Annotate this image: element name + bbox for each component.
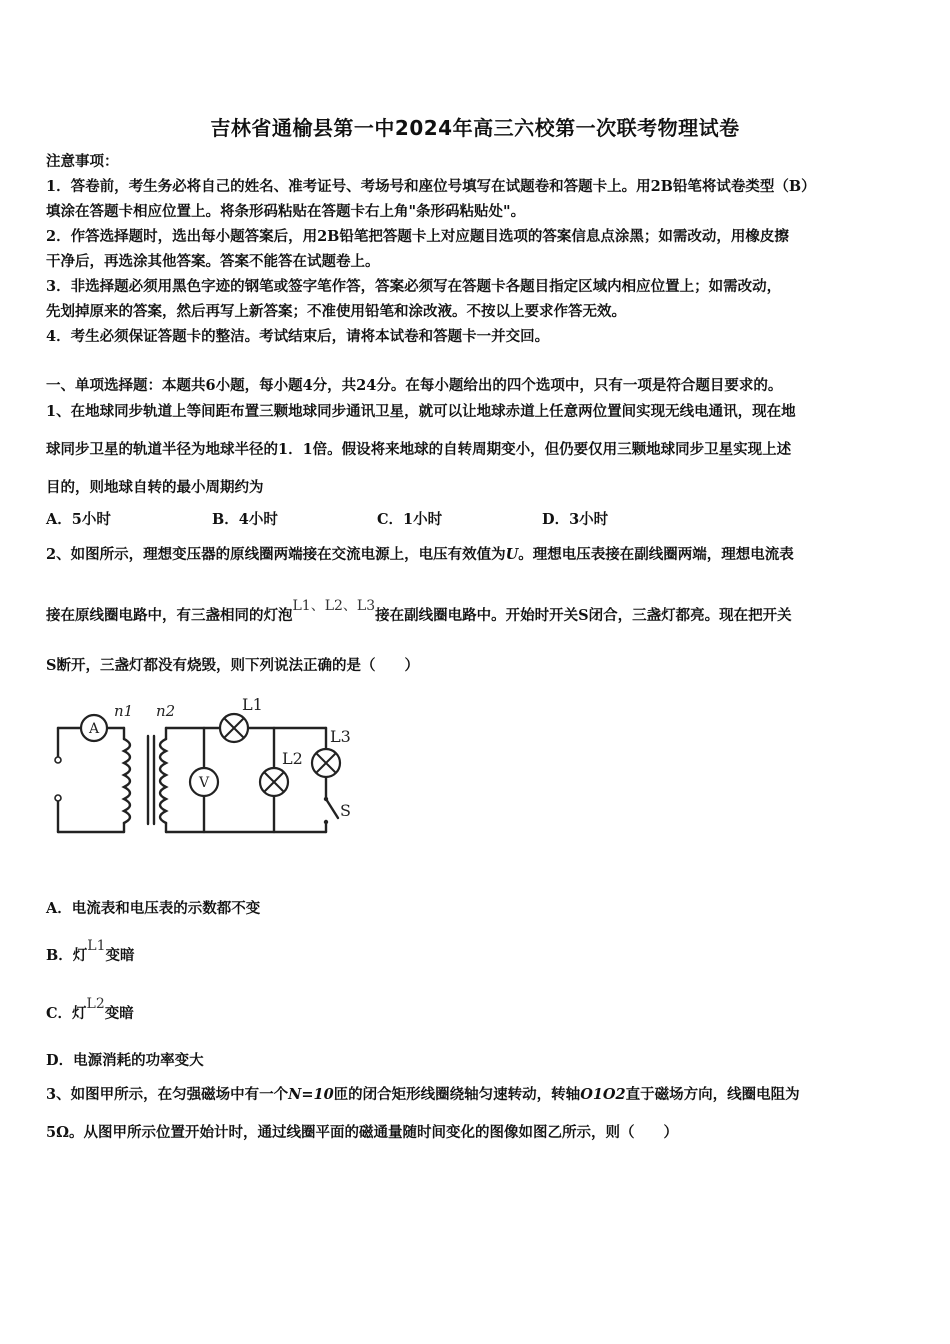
voltage-symbol: U — [505, 546, 519, 563]
q2-text-part: 接在原线圈电路中，有三盏相同的灯泡 — [46, 607, 293, 624]
q2-option-b — [46, 938, 135, 966]
notice-line: 4．考生必须保证答题卡的整洁。考试结束后，请将本试卷和答题卡一并交回。 — [46, 328, 550, 345]
notice-heading: 注意事项： — [46, 153, 119, 170]
circuit-diagram — [44, 694, 364, 844]
q2-option-c-prefix: C．灯 — [46, 1005, 87, 1022]
q2-option-d: D．电源消耗的功率变大 — [46, 1052, 204, 1069]
section-heading: 一、单项选择题：本题共6小题，每小题4分，共24分。在每小题给出的四个选项中，只有一项是符合题目要求的。 — [46, 377, 783, 394]
l2-label: L2 — [282, 749, 303, 768]
notice-line: 3．非选择题必须用黑色字迹的钢笔或签字笔作答，答案必须写在答题卡各题目指定区域内相应位置上；如需改动， — [46, 278, 782, 295]
notice-line: 填涂在答题卡相应位置上。将条形码粘贴在答题卡右上角"条形码粘贴处"。 — [46, 203, 526, 220]
turns-count: N=10 — [288, 1086, 334, 1103]
q2-option-b-suffix: 变暗 — [105, 947, 135, 964]
axis-symbol: O1O2 — [580, 1086, 626, 1103]
q2-option-c — [46, 996, 134, 1024]
q2-text-part: 接在副线圈电路中。开始时开关S闭合，三盏灯都亮。现在把开关 — [375, 607, 792, 624]
voltmeter-label: V — [198, 775, 210, 791]
q2-text — [46, 598, 792, 626]
q1-option-a: A．5小时 — [46, 511, 111, 528]
q2-option-c-suffix: 变暗 — [104, 1005, 134, 1022]
l1-label: L1 — [242, 695, 263, 714]
q1-option-b: B．4小时 — [212, 511, 278, 528]
notice-line: 先划掉原来的答案，然后再写上新答案；不准使用铅笔和涂改液。不按以上要求作答无效。 — [46, 303, 626, 320]
q3-text-part: 3、如图甲所示，在匀强磁场中有一个 — [46, 1086, 289, 1103]
lamp-symbol: L1 — [87, 938, 106, 954]
q1-option-d: D．3小时 — [542, 511, 609, 528]
notice-line: 干净后，再选涂其他答案。答案不能答在试题卷上。 — [46, 253, 380, 270]
q1-option-c: C．1小时 — [377, 511, 443, 528]
n2-label: n2 — [156, 702, 176, 720]
switch-label: S — [340, 801, 351, 820]
q2-text-part: 。理想电压表接在副线圈两端，理想电流表 — [518, 546, 794, 563]
ammeter-label: A — [88, 721, 100, 737]
q2-option-a: A．电流表和电压表的示数都不变 — [46, 900, 261, 917]
notice-line: 2．作答选择题时，选出每小题答案后，用2B铅笔把答题卡上对应题目选项的答案信息点涂黑；如需改动，用橡皮擦 — [46, 228, 789, 245]
q3-text-part: 匝的闭合矩形线圈绕轴匀速转动，转轴 — [333, 1086, 581, 1103]
q2-text — [46, 545, 794, 565]
lamp-symbol: L2 — [86, 996, 105, 1012]
q2-option-b-prefix: B．灯 — [46, 947, 88, 964]
n1-label: n1 — [114, 702, 134, 720]
l3-label: L3 — [330, 727, 351, 746]
q2-text: S断开，三盏灯都没有烧毁，则下列说法正确的是（ ） — [46, 657, 419, 674]
notice-line: 1．答卷前，考生务必将自己的姓名、准考证号、考场号和座位号填写在试题卷和答题卡上。用2B铅笔将试卷类型（B） — [46, 178, 816, 195]
page-title: 吉林省通榆县第一中2024年高三六校第一次联考物理试卷 — [210, 116, 740, 140]
q3-text: 5Ω。从图甲所示位置开始计时，通过线圈平面的磁通量随时间变化的图像如图乙所示，则（ ） — [46, 1124, 678, 1141]
q2-text-part: 2、如图所示，理想变压器的原线圈两端接在交流电源上，电压有效值为 — [46, 546, 506, 563]
q1-text: 1、在地球同步轨道上等间距布置三颗地球同步通讯卫星，就可以让地球赤道上任意两位置间实现无线电通讯，现在地 — [46, 403, 796, 420]
q1-text: 目的，则地球自转的最小周期约为 — [46, 479, 264, 496]
q3-text — [46, 1085, 800, 1105]
lamp-symbols: L1、L2、L3 — [292, 598, 376, 614]
q3-text-part: 直于磁场方向，线圈电阻为 — [625, 1086, 800, 1103]
q1-text: 球同步卫星的轨道半径为地球半径的1．1倍。假设将来地球的自转周期变小，但仍要仅用三颗地球同步卫星实现上述 — [46, 441, 792, 458]
